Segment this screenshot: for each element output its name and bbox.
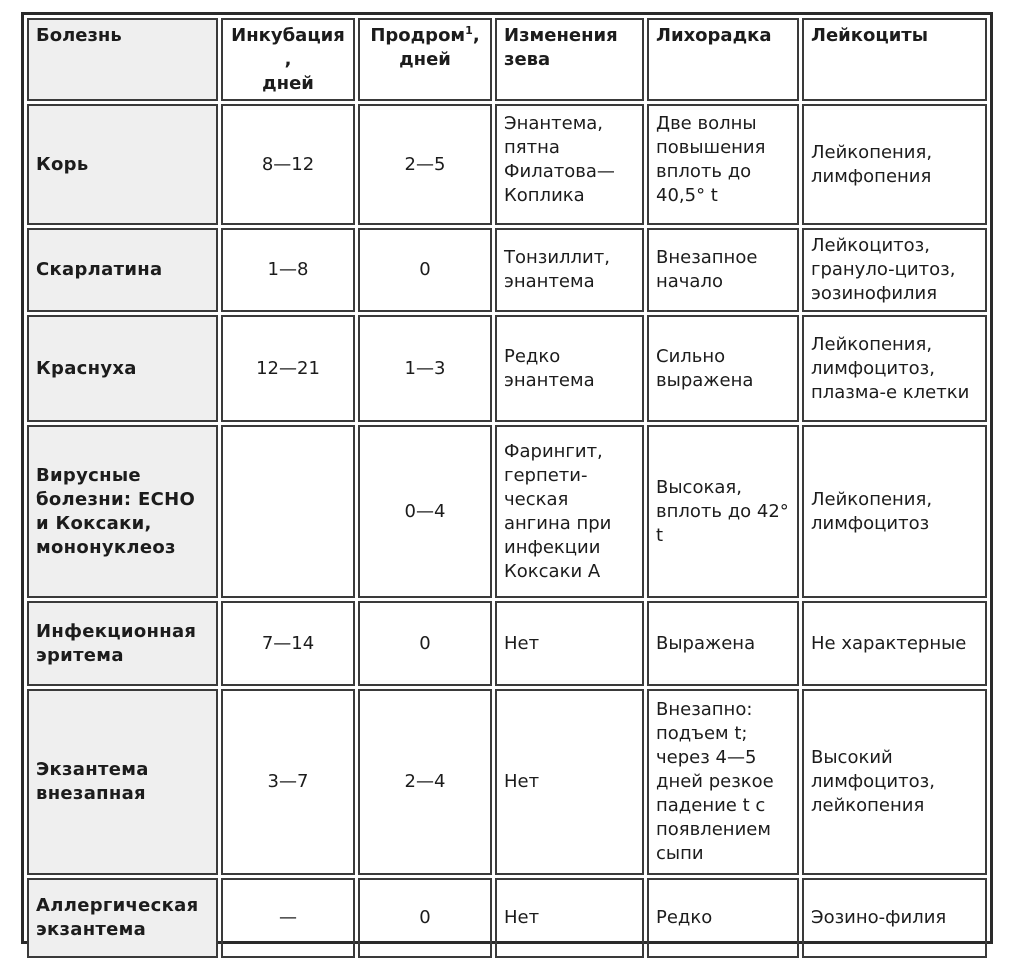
incubation-cell: 1—8 [221, 228, 355, 312]
table-row [27, 601, 987, 686]
leukocytes-cell: Эозино-филия [802, 878, 987, 958]
leukocytes-cell: Не характерные [802, 601, 987, 686]
prodrome-cell: 1—3 [358, 315, 492, 422]
disease-cell: Инфекционная эритема [27, 601, 218, 686]
disease-comparison-table [24, 15, 990, 961]
prodrome-cell: 0 [358, 601, 492, 686]
incubation-cell: 12—21 [221, 315, 355, 422]
throat-cell: Тонзиллит, энантема [495, 228, 644, 312]
incubation-cell [221, 425, 355, 598]
table-row [27, 315, 987, 422]
table-row [27, 228, 987, 312]
prodrome-cell: 0 [358, 228, 492, 312]
fever-cell: Внезапно: подъем t; через 4—5 дней резкое падение t с появлением сыпи [647, 689, 799, 875]
incubation-cell: 8—12 [221, 104, 355, 225]
table-row [27, 878, 987, 958]
leukocytes-cell: Лейкопения, лимфоцитоз [802, 425, 987, 598]
prodrome-cell: 0—4 [358, 425, 492, 598]
header-row [27, 18, 987, 101]
incubation-cell: 7—14 [221, 601, 355, 686]
leukocytes-cell: Лейкоцитоз, гранулo-цитоз, эозинофилия [802, 228, 987, 312]
disease-cell: Корь [27, 104, 218, 225]
fever-cell: Высокая, вплоть до 42° t [647, 425, 799, 598]
fever-cell: Выражена [647, 601, 799, 686]
throat-cell: Энантема, пятна Филатова—Коплика [495, 104, 644, 225]
table-row [27, 425, 987, 598]
disease-cell: Вирусные болезни: ЕСНО и Коксаки, мононуклеоз [27, 425, 218, 598]
leukocytes-cell: Лейкопения, лимфоцитоз, плазма-е клетки [802, 315, 987, 422]
disease-cell: Экзантема внезапная [27, 689, 218, 875]
header-prodrome: Продром$^1$, дней [358, 18, 492, 101]
header-fever: Лихорадка [647, 18, 799, 101]
fever-cell: Редко [647, 878, 799, 958]
prodrome-cell: 0 [358, 878, 492, 958]
throat-cell: Редко энантема [495, 315, 644, 422]
throat-cell: Нет [495, 601, 644, 686]
throat-cell: Нет [495, 689, 644, 875]
throat-cell: Фарингит, герпети-ческая ангина при инфекции Коксаки А [495, 425, 644, 598]
leukocytes-cell: Высокий лимфоцитоз, лейкопения [802, 689, 987, 875]
leukocytes-cell: Лейкопения, лимфопения [802, 104, 987, 225]
disease-cell: Краснуха [27, 315, 218, 422]
incubation-cell: — [221, 878, 355, 958]
header-disease: Болезнь [27, 18, 218, 101]
header-leukocytes: Лейкоциты [802, 18, 987, 101]
header-incubation: Инкубация, дней [221, 18, 355, 101]
table-row [27, 104, 987, 225]
throat-cell: Нет [495, 878, 644, 958]
disease-cell: Аллергическая экзантема [27, 878, 218, 958]
fever-cell: Сильно выражена [647, 315, 799, 422]
header-throat: Изменения зева [495, 18, 644, 101]
disease-cell: Скарлатина [27, 228, 218, 312]
fever-cell: Внезапное начало [647, 228, 799, 312]
table-row [27, 689, 987, 875]
incubation-cell: 3—7 [221, 689, 355, 875]
fever-cell: Две волны повышения вплоть до 40,5° t [647, 104, 799, 225]
prodrome-cell: 2—4 [358, 689, 492, 875]
prodrome-cell: 2—5 [358, 104, 492, 225]
